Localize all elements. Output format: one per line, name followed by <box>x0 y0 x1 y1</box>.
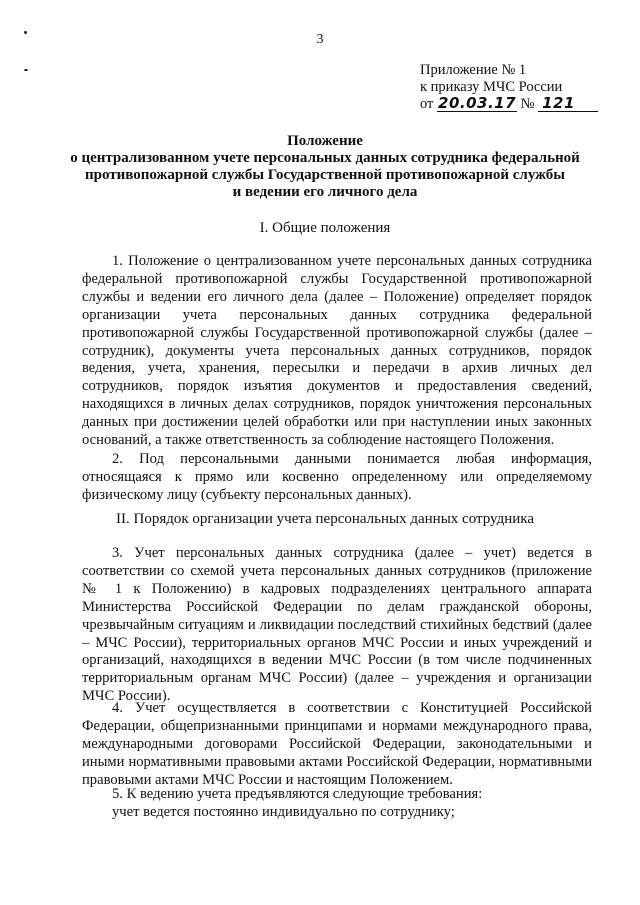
appendix-label: Приложение № 1 <box>420 62 527 78</box>
section-heading: I. Общие положения <box>259 220 391 236</box>
paragraph-1: 1. Положение о централизованном учете персональных данных сотрудника федеральной противопожарной службы Государственной противопожарной службы и ведении его личного дела (далее – Положение) определяет порядок организации учета персональных данных сотрудника федеральной противопожарной службы Государственной противопожарной службы (далее – сотрудник), документы учета персональных данных сотрудников, порядок ведения, учета, хранения, пересылки и передачи в архив личных дел сотрудников, порядок изъятия документов и предоставления сведений, находящихся в личных делах сотрудников, порядок уничтожения персональных данных при достижении целей обработки или при наступлении иных законных оснований, а также ответственность за соблюдение настоящего Положения. <box>82 253 592 449</box>
order-date-number <box>420 96 620 113</box>
title-line: противопожарной службы Государственной противопожарной службы <box>84 167 566 183</box>
section-heading: II. Порядок организации учета персональных данных сотрудника <box>116 511 534 527</box>
paragraph-3: 3. Учет персональных данных сотрудника (далее – учет) ведется в соответствии со схемой учета персональных данных сотрудников (приложение № 1 к Положению) в кадровых подразделениях центрального аппарата Министерства Российской Федерации по делам гражданской обороны, чрезвычайным ситуациям и ликвидации последствий стихийных бедствий (далее – МЧС России), территориальных органов МЧС России и иных учреждений и организаций, находящихся в ведении МЧС России (в том числе подчиненных территориальным органам МЧС России) (далее – учреждения и организации МЧС России). <box>82 545 592 705</box>
from-label: от <box>420 96 434 112</box>
order-reference: к приказу МЧС России <box>420 79 563 95</box>
number-label: № <box>520 96 535 112</box>
handwritten-number: 121 <box>538 96 598 112</box>
page-number: 3 <box>316 32 324 47</box>
handwritten-date: 20.03.17 <box>438 94 517 112</box>
approval-block <box>420 62 620 113</box>
paragraph-4: 4. Учет осуществляется в соответствии с Конституцией Российской Федерации, общепризнанными принципами и нормами международного права, международными договорами Российской Федерации, законодательными и иными нормативными правовыми актами Российской Федерации, нормативными правовыми актами МЧС России и настоящим Положением. <box>82 700 592 788</box>
title-line: Положение <box>287 133 363 149</box>
paragraph-6: учет ведется постоянно индивидуально по сотруднику; <box>112 804 455 820</box>
paragraph-2: 2. Под персональными данными понимается любая информация, относящаяся к прямо или косвенно определенному или определяемому физическому лицу (субъекту персональных данных). <box>82 451 592 503</box>
scan-mark <box>24 69 28 71</box>
title-line: и ведении его личного дела <box>232 184 418 200</box>
title-line: о централизованном учете персональных данных сотрудника федеральной <box>70 150 580 166</box>
document-title <box>60 133 590 201</box>
paragraph-5: 5. К ведению учета предъявляются следующие требования: <box>112 786 483 802</box>
